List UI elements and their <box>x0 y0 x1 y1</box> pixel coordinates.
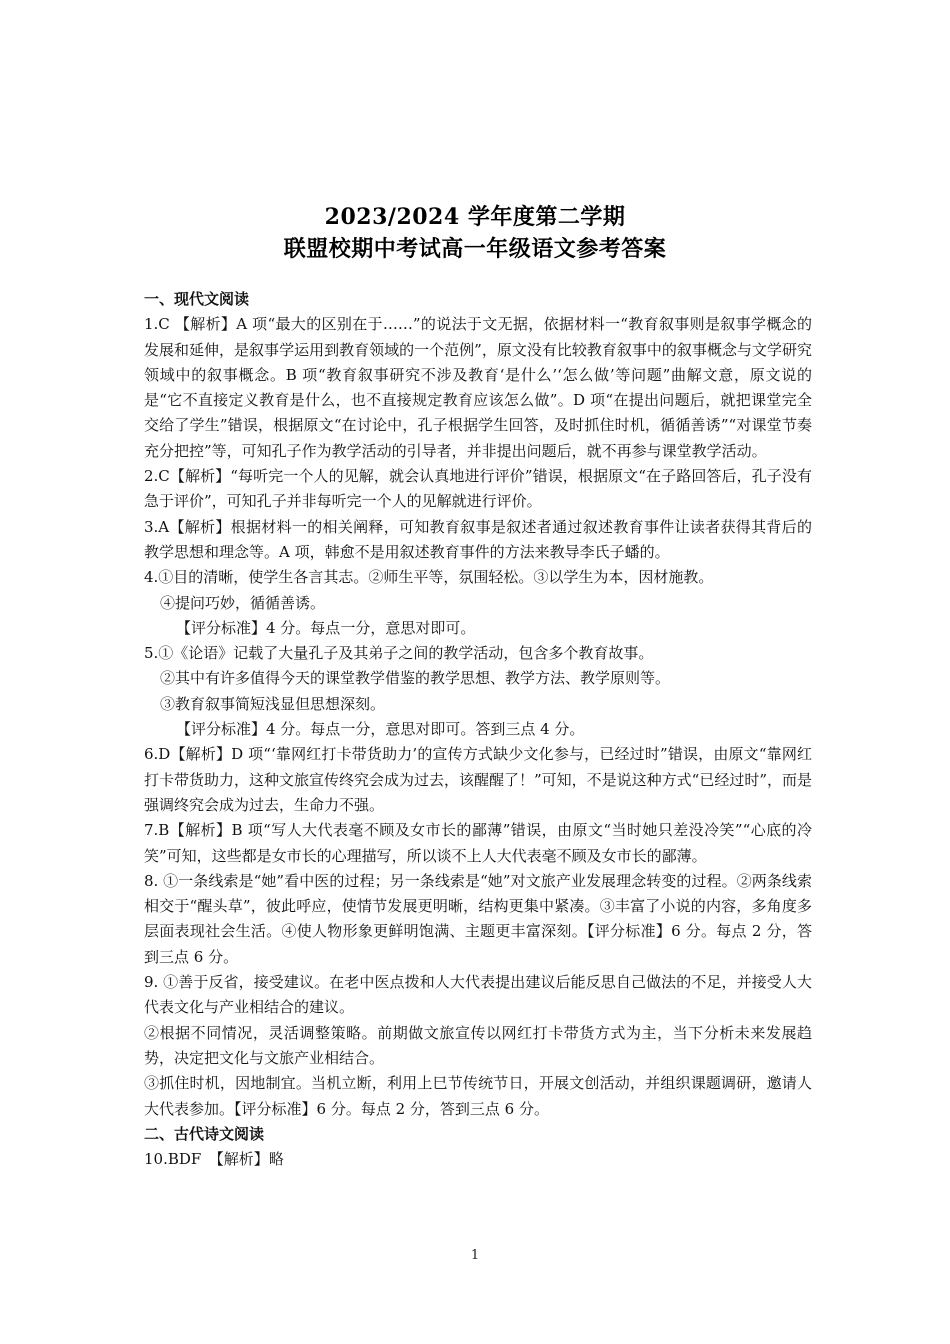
answer-4: 4.①目的清晰，使学生各言其志。②师生平等，氛围轻松。③以学生为本，因材施教。 <box>144 568 714 587</box>
answer-1: 1.C 【解析】A 项“最大的区别在于……”的说法于文无据，依据材料一“教育叙事则是叙事学概念的发展和延伸，是叙事学运用到教育领域的一个范例”，原文没有比较教育叙事中的叙事概念与文学研究领域中的叙事概念。B 项“教育叙事研究不涉及教育‘是什么’‘怎么做’等问题”曲解文意，原文说的是“它不直接定义教育是什么，也不直接规定教育应该怎么做”。D 项“在提出问题后，就把课堂完全交给了学生”错误，根据原文“在讨论中，孔子根据学生回答，及时抓住时机，循循善诱”“对课堂节奏充分把控”等，可知孔子作为教学活动的引导者，并非提出问题后，就不再参与课堂教学活动。 <box>144 315 812 460</box>
answer-9-point-2: ②根据不同情况，灵活调整策略。前期做文旅宣传以网红打卡带货方式为主，当下分析未来发展趋势，决定把文化与文旅产业相结合。 <box>144 1023 812 1067</box>
answer-5: 5.①《论语》记载了大量孔子及其弟子之间的教学活动，包含多个教育故事。 <box>144 644 654 663</box>
answer-5-scoring: 【评分标准】4 分。每点一分，意思对即可。答到三点 4 分。 <box>176 720 585 739</box>
answer-5-point-3: ③教育叙事简短浅显但思想深刻。 <box>160 694 386 713</box>
answer-content <box>144 287 812 1172</box>
answer-4-scoring: 【评分标准】4 分。每点一分，意思对即可。 <box>176 618 476 637</box>
answer-7: 7.B【解析】B 项“写人大代表毫不顾及女市长的鄙薄”错误，由原文“当时她只差没冷笑”“心底的冷笑”可知，这些都是女市长的心理描写，所以谈不上人大代表毫不顾及女市长的鄙薄。 <box>144 821 812 865</box>
page-number: 1 <box>470 1248 480 1263</box>
answer-3: 3.A【解析】根据材料一的相关阐释，可知教育叙事是叙述者通过叙述教育事件让读者获得其背后的教学思想和理念等。A 项，韩愈不是用叙述教育事件的方法来教导李氏子蟠的。 <box>144 517 812 561</box>
section-heading-classical-reading: 二、古代诗文阅读 <box>144 1124 265 1143</box>
document-title-line1: 2023/2024 学年度第二学期 <box>324 204 626 230</box>
answer-4-continued: ④提问巧妙，循循善诱。 <box>160 593 326 612</box>
answer-6: 6.D【解析】D 项“‘靠网红打卡带货助力’的宣传方式缺少文化参与，已经过时”错误，由原文“靠网红打卡带货助力，这种文旅宣传终究会成为过去，该醒醒了！”可知，不是说这种方式“已经过时”，而是强调终究会成为过去，生命力不强。 <box>144 745 813 814</box>
document-title-line2: 联盟校期中考试高一年级语文参考答案 <box>283 236 667 262</box>
answer-5-point-2: ②其中有许多值得今天的课堂教学借鉴的教学思想、教学方法、教学原则等。 <box>160 669 671 688</box>
answer-9: 9. ①善于反省，接受建议。在老中医点拨和人大代表提出建议后能反思自己做法的不足，并接受人大代表文化与产业相结合的建议。 <box>144 973 812 1017</box>
answer-8: 8. ①一条线索是“她”看中医的过程；另一条线索是“她”对文旅产业发展理念转变的过程。②两条线索相交于“醒头草”，彼此呼应，使情节发展更明晰，结构更集中紧凑。③丰富了小说的内容，多角度多层面表现社会生活。④使人物形象更鲜明饱满、主题更丰富深刻。【评分标准】6 分。每点 2 分，答到三点 6 分。 <box>144 871 812 966</box>
answer-10: 10.BDF 【解析】略 <box>144 1150 284 1169</box>
answer-9-point-3: ③抓住时机，因地制宜。当机立断，利用上巳节传统节日，开展文创活动，并组织课题调研，邀请人大代表参加。【评分标准】6 分。每点 2 分，答到三点 6 分。 <box>144 1074 812 1118</box>
section-heading-modern-reading: 一、现代文阅读 <box>144 290 250 308</box>
answer-2: 2.C【解析】“每听完一个人的见解，就会认真地进行评价”错误，根据原文“在子路回答后，孔子没有急于评价”，可知孔子并非每听完一个人的见解就进行评价。 <box>144 467 812 511</box>
